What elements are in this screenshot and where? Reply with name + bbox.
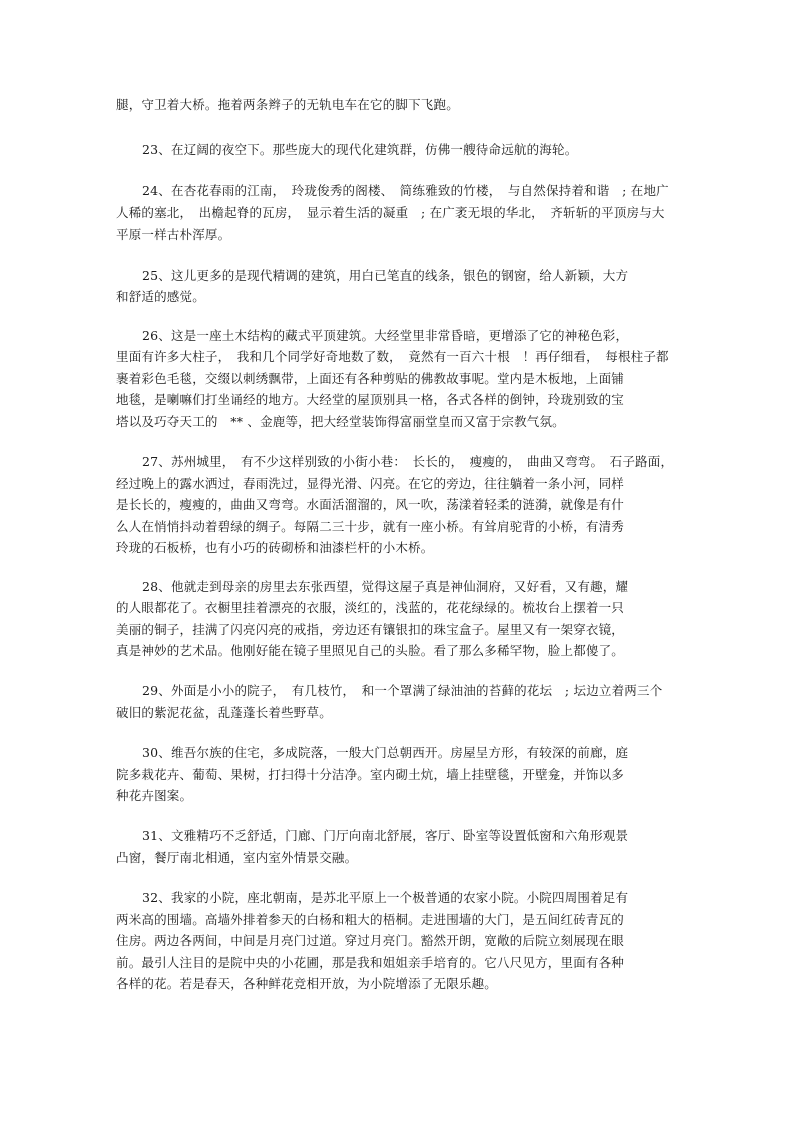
text-line: 和舒适的感觉。 xyxy=(116,289,205,304)
text-line: 腿，守卫着大桥。拖着两条辫子的无轨电车在它的脚下飞跑。 xyxy=(116,97,459,112)
text-line: 地毯，是喇嘛们打坐诵经的地方。大经堂的屋顶别具一格，各式各样的倒钟，玲珑别致的宝 xyxy=(116,392,625,407)
text-line: 23、在辽阔的夜空下。那些庞大的现代化建筑群，仿佛一艘待命远航的海轮。 xyxy=(142,142,578,157)
text-line: 32、我家的小院，座北朝南，是苏北平原上一个极普通的农家小院。小院四周围着足有 xyxy=(142,890,629,905)
text-line: 30、维吾尔族的住宅，多成院落，一般大门总朝西开。房屋呈方形，有较深的前廊，庭 xyxy=(142,745,629,760)
text-line: 院多栽花卉、葡萄、果树，打扫得十分洁净。室内砌土炕，墙上挂壁毯，开壁龛，并饰以多 xyxy=(116,767,625,782)
text-line: 25、这儿更多的是现代精调的建筑，用白已笔直的线条，银色的钢窗，给人新颖，大方 xyxy=(142,268,629,283)
text-line: 里面有许多大柱子， 我和几个同学好奇地数了数， 竟然有一百六十根 ！再仔细看， 每根柱子都 xyxy=(116,349,669,364)
text-line: 是长长的，瘦瘦的，曲曲又弯弯。水面活溜溜的，风一吹，荡漾着轻柔的涟漪，就像是有什 xyxy=(116,497,625,512)
text-line: 美丽的铜子，挂满了闪亮闪亮的戒指，旁边还有镶银扣的珠宝盒子。屋里又有一架穿衣镜， xyxy=(116,622,625,637)
text-line: 经过晚上的露水洒过，春雨洗过，显得光滑、闪亮。在它的旁边，往往躺着一条小河，同样 xyxy=(116,476,625,491)
text-line: 28、他就走到母亲的房里去东张西望，觉得这屋子真是神仙洞府，又好看，又有趣，耀 xyxy=(142,579,629,594)
text-line: 么人在悄悄抖动着碧绿的绸子。每隔二三十步，就有一座小桥。有耸肩驼背的小桥，有清秀 xyxy=(116,519,625,534)
text-line: 26、这是一座土木结构的藏式平顶建筑。大经堂里非常昏暗，更增添了它的神秘色彩， xyxy=(142,328,629,343)
text-line: 凸窗，餐厅南北相通，室内室外情景交融。 xyxy=(116,850,358,865)
text-line: 平原一样古朴浑厚。 xyxy=(116,227,231,242)
text-line: 两米高的围墙。高墙外排着参天的白杨和粗大的梧桐。走进围墙的大门，是五间红砖青瓦的 xyxy=(116,912,625,927)
text-line: 破旧的紫泥花盆，乱蓬蓬长着些野草。 xyxy=(116,705,332,720)
text-line: 的人眼都花了。衣橱里挂着漂亮的衣服，淡红的，浅蓝的，花花绿绿的。梳妆台上摆着一只 xyxy=(116,600,625,615)
text-line: 塔以及巧夺天工的 ** 、金鹿等，把大经堂装饰得富丽堂皇而又富于宗教气氛。 xyxy=(116,414,565,429)
text-line: 27、苏州城里， 有不少这样别致的小街小巷： 长长的， 瘦瘦的， 曲曲又弯弯。 石子路面， xyxy=(142,454,674,469)
text-line: 裹着彩色毛毯，交缀以刺绣飘带，上面还有各种剪贴的佛教故事呢。堂内是木板地，上面铺 xyxy=(116,371,625,386)
text-line: 真是神妙的艺术品。他刚好能在镜子里照见自己的头脸。看了那么多稀罕物，脸上都傻了。 xyxy=(116,643,625,658)
text-line: 各样的花。若是春天，各种鲜花竞相开放，为小院增添了无限乐趣。 xyxy=(116,976,498,991)
text-line: 玲珑的石板桥，也有小巧的砖砌桥和油漆栏杆的小木桥。 xyxy=(116,540,434,555)
text-line: 种花卉图案。 xyxy=(116,788,193,803)
text-line: 29、外面是小小的院子， 有几枝竹， 和一个罩满了绿油油的苔藓的花坛 ; 坛边立着两三个 xyxy=(142,683,663,698)
text-line: 人稀的塞北， 出檐起脊的瓦房， 显示着生活的凝重 ; 在广袤无垠的华北， 齐斩斩的平顶房与大 xyxy=(116,205,665,220)
text-line: 31、文雅精巧不乏舒适，门廊、门厅向南北舒展，客厅、卧室等设置低窗和六角形观景 xyxy=(142,828,629,843)
text-line: 前。最引人注目的是院中央的小花圃，那是我和姐姐亲手培育的。它八尺见方，里面有各种 xyxy=(116,955,625,970)
text-line: 住房。两边各两间，中间是月亮门过道。穿过月亮门。豁然开朗，宽敞的后院立刻展现在眼 xyxy=(116,933,625,948)
text-line: 24、在杏花春雨的江南， 玲珑俊秀的阁楼、 简练雅致的竹楼， 与自然保持着和谐 ; 在地广 xyxy=(142,183,669,198)
